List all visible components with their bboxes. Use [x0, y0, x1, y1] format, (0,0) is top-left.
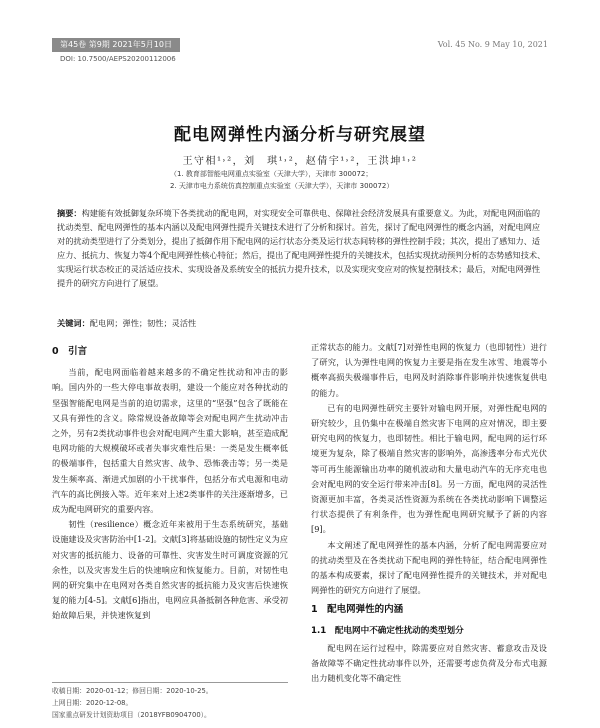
journal-header — [52, 38, 548, 52]
keywords — [57, 316, 547, 330]
left-column — [52, 340, 288, 624]
affiliation-line: 2. 天津市电力系统仿真控制重点实验室（天津大学），天津市 300072） — [170, 182, 394, 190]
body-paragraph-continued: 正常状态的能力。文献[7]对弹性电网的恢复力（也即韧性）进行了研究，认为弹性电网的恢复力主要是指在发生冰雪、地震等小概率高损失极端事件后，电网及时消除事件影响并快速恢复供电的能力。 — [311, 342, 547, 398]
body-paragraph: 本文阐述了配电网弹性的基本内涵，分析了配电网需要应对的扰动类型及在各类扰动下配电网的弹性特征，结合配电网弹性的基本构成要素，探讨了配电网弹性提升的关键技术，并对配电网弹性的研究方向进行了展望。 — [311, 539, 547, 596]
footnote: 上网日期：2020-12-08。 — [52, 699, 133, 707]
section-heading: 1 配电网弹性的内涵 — [311, 604, 404, 616]
footnotes — [52, 682, 288, 721]
abstract-text: 构建能有效抵御复杂环境下各类扰动的配电网，对实现安全可靠供电、保障社会经济发展具有重要意义。为此，对配电网面临的扰动类型、配电网弹性的基本内涵以及配电网弹性提升关键技术进行了分析和探讨。首先，探讨了配电网弹性的概念内涵，对配电网应对的扰动类型进行了分类划分，提出了抵御作用下配电网的运行状态分类及运行状态间转移的弹性控制手段；其次，提出了感知力、适应力、抵抗力、恢复力等4个配电网弹性核心特征；然后，提出了配电网弹性提升的关键技术，包括实现扰动预判分析的态势感知技术、实现运行状态校正的灵活适应技术、实现设备及系统安全的抵抗力提升技术，以及实现灾变应对的恢复控制技术；最后，对配电网弹性提升的研究方向进行了展望。 — [57, 208, 546, 288]
body-paragraph: 配电网在运行过程中，除需要应对自然灾害、蓄意攻击及设备故障等不确定性扰动事件以外，还需要考虑负荷及分布式电源出力随机变化等不确定性 — [311, 642, 547, 684]
keywords-text: 配电网；弹性；韧性；灵活性 — [89, 318, 197, 328]
abstract — [57, 206, 547, 290]
body-paragraph: 当前，配电网面临着越来越多的不确定性扰动和冲击的影响。国内外的一些大停电事故表明，建设一个能应对各种扰动的坚强智能配电网是当前的迫切需求，这里的“坚强”包含了既能在又具有弹性的含义。除常规设备故障等会对配电网产生扰动冲击之外，另有2类扰动事件也会对配电网产生重大影响，甚至造成配电网功能的大规模破坏或者失事灾难性后果：一类是发生概率低的极端事件，包括重大自然灾害、战争、恐怖袭击等；另一类是发生频率高、渐进式加剧的小干扰事件，包括分布式电源和电动汽车的高比例接入等。近年来对上述2类事件的关注逐渐增多，已成为配电网研究的重要内容。 — [52, 367, 288, 515]
body-paragraph: 韧性（resilience）概念近年来被用于生态系统研究，基础设施建设及灾害防治中[1-2]。文献[3]将基础设施的韧性定义为应对灾害的抵抗能力、设备的可靠性、灾害发生时可调度资源的冗余性，以及灾害发生后的快速响应和恢复能力。目前，对韧性电网的研究集中在电网对各类自然灾害的抵抗能力及灾害后快速恢复的能力[4-5]。文献[6]指出，电网应具备抵制各种危害、承受初始故障后果，并快速恢复到 — [52, 519, 288, 621]
footnote: 国家重点研发计划资助项目（2018YFB0904700）。 — [52, 711, 211, 719]
footnote: 收稿日期：2020-01-12；修回日期：2020-10-25。 — [52, 687, 213, 695]
section-heading: 0 引言 — [52, 346, 88, 357]
paper-title: 配电网弹性内涵分析与研究展望 — [174, 125, 426, 145]
body-paragraph: 已有的电网弹性研究主要针对输电网开展，对弹性配电网的研究较少，且仍集中在极端自然灾害下电网的应对情况，即主要研究电网的恢复力，也即韧性。相比于输电网，配电网的运行环境更为复杂，除了极端自然灾害的影响外，高渗透率分布式光伏等可再生能源输出功率的随机波动和大量电动汽车的无序充电也会对配电网的安全运行带来冲击[8]。另一方面，配电网的灵活性资源更加丰富，各类灵活性资源为系统在各类扰动影响下调整运行状态提供了有利条件，也为弹性配电网研究赋予了新的内容[9]。 — [311, 402, 547, 535]
author-list: 王守相¹˒²，刘 琪¹˒²，赵倩宇¹˒²，王洪坤¹˒² — [182, 156, 418, 167]
subsection-heading: 1.1 配电网中不确定性扰动的类型划分 — [311, 625, 464, 636]
right-column — [311, 340, 547, 686]
issue-info: 第45卷 第9期 2021年5月10日 — [52, 38, 180, 52]
doi: DOI: 10.7500/AEPS20200112006 — [60, 55, 176, 63]
issue-info-english: Vol. 45 No. 9 May 10, 2021 — [437, 40, 548, 49]
keywords-label: 关键词： — [57, 318, 90, 328]
affiliations — [170, 168, 500, 192]
affiliation-line: （1. 教育部智能电网重点实验室（天津大学），天津市 300072； — [170, 170, 373, 178]
abstract-label: 摘要： — [57, 208, 82, 218]
